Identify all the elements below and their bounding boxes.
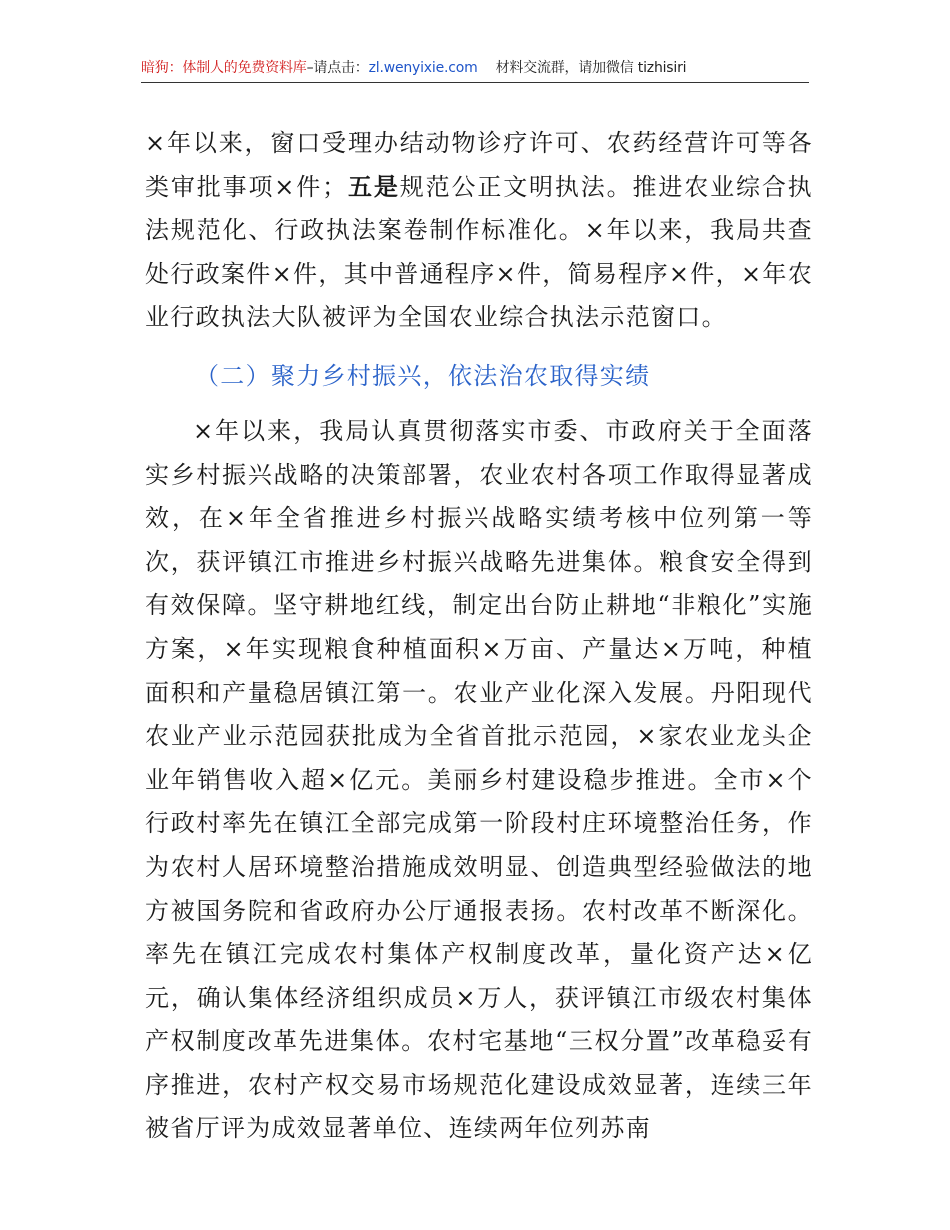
paragraph-1: [145, 122, 813, 340]
paragraph-1-emphasis: 五是: [347, 172, 400, 201]
header-divider: [141, 82, 809, 83]
wechat-contact: 材料交流群，请加微信 tizhisiri: [495, 60, 687, 76]
paragraph-1-end: 规范公正文明执法。推进农业综合执法规范化、行政执法案卷制作标准化。×年以来，我局共查处行政案件×件，其中普通程序×件，简易程序×件，×年农业行政执法大队被评为全国农业综合执法示范窗口。: [145, 172, 813, 332]
paragraph-2: ×年以来，我局认真贯彻落实市委、市政府关于全面落实乡村振兴战略的决策部署，农业农村各项工作取得显著成效，在×年全省推进乡村振兴战略实绩考核中位列第一等次，获评镇江市推进乡村振兴战略先进集体。粮食安全得到有效保障。坚守耕地红线，制定出台防止耕地“非粮化”实施方案，×年实现粮食种植面积×万亩、产量达×万吨，种植面积和产量稳居镇江第一。农业产业化深入发展。丹阳现代农业产业示范园获批成为全省首批示范园，×家农业龙头企业年销售收入超×亿元。美丽乡村建设稳步推进。全市×个行政村率先在镇江全部完成第一阶段村庄环境整治任务，作为农村人居环境整治措施成效明显、创造典型经验做法的地方被国务院和省政府办公厅通报表扬。农村改革不断深化。率先在镇江完成农村集体产权制度改革，量化资产达×亿元，确认集体经济组织成员×万人，获评镇江市级农村集体产权制度改革先进集体。农村宅基地“三权分置”改革稳妥有序推进，农村产权交易市场规范化建设成效显著，连续三年被省厅评为成效显著单位、连续两年位列苏南: [145, 416, 813, 1143]
page-header: [141, 56, 809, 80]
document-body: [145, 122, 813, 1151]
paragraph-1-start: ×年以来，窗口受理办结动物诊疗许可、农药经营许可等各类审批事项×件；: [145, 129, 813, 201]
promo-title: 暗狗：体制人的免费资料库: [141, 60, 307, 76]
site-link[interactable]: zl.wenyixie.com: [368, 60, 478, 76]
section-subheading: （二）聚力乡村振兴，依法治农取得实绩: [195, 361, 651, 390]
click-prompt: –请点击：: [306, 60, 369, 76]
